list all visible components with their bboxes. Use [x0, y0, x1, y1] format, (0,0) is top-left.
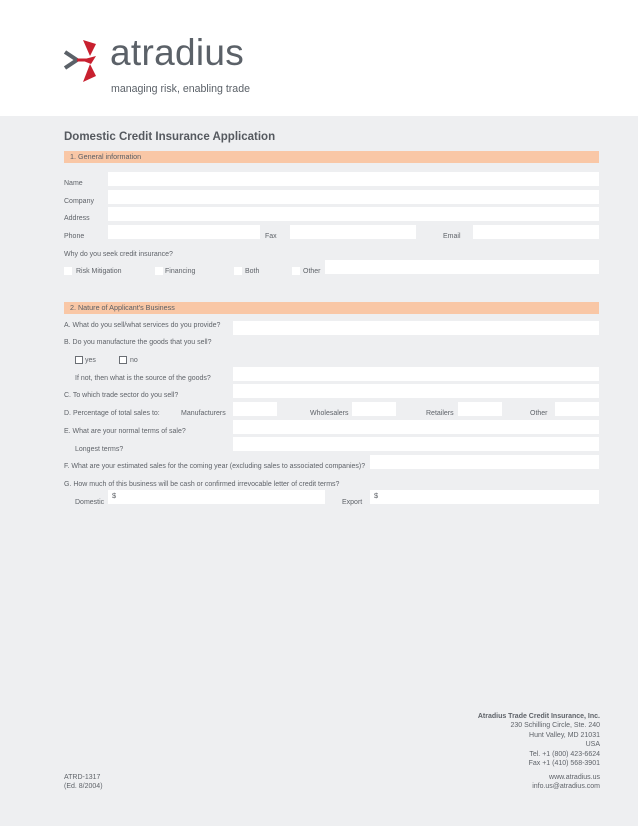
no-label: no — [130, 357, 138, 364]
contact-block — [532, 773, 600, 792]
source-input[interactable] — [233, 367, 599, 381]
question-a-label: A. What do you sell/what services do you provide? — [64, 322, 221, 329]
name-label: Name — [64, 180, 83, 187]
company-address-block — [478, 712, 600, 768]
financing-label: Financing — [165, 268, 196, 275]
company-label: Company — [64, 198, 94, 205]
question-e-label: E. What are your normal terms of sale? — [64, 428, 186, 435]
why-label: Why do you seek credit insurance? — [64, 251, 173, 258]
name-input[interactable] — [108, 172, 599, 186]
email-label: Email — [443, 233, 461, 240]
risk-mitigation-checkbox[interactable] — [64, 267, 72, 275]
telephone: Tel. +1 (800) 423-6624 — [529, 750, 600, 758]
export-currency: $ — [374, 491, 379, 500]
atradius-logo-icon — [63, 38, 109, 84]
question-e-input[interactable] — [233, 420, 599, 434]
domestic-input[interactable] — [108, 490, 325, 504]
question-a-input[interactable] — [233, 321, 599, 335]
form-edition: (Ed. 8/2004) — [64, 783, 103, 791]
no-checkbox[interactable] — [119, 356, 127, 364]
retailers-input[interactable] — [458, 402, 502, 416]
retailers-label: Retailers — [426, 410, 454, 417]
question-f-input[interactable] — [370, 455, 599, 469]
other-reason-input[interactable] — [325, 260, 599, 274]
other-sector-label: Other — [530, 410, 548, 417]
company-name: Atradius Trade Credit Insurance, Inc. — [477, 713, 600, 720]
longest-terms-input[interactable] — [233, 437, 599, 451]
question-g-label: G. How much of this business will be cash or confirmed irrevocable letter of credit terms? — [64, 481, 340, 488]
section-nature-of-business — [64, 302, 599, 314]
fax-label: Fax — [265, 233, 277, 240]
question-b-label: B. Do you manufacture the goods that you sell? — [64, 339, 212, 346]
address-input[interactable] — [108, 207, 599, 221]
manufacturers-label: Manufacturers — [181, 410, 226, 417]
phone-label: Phone — [64, 233, 85, 240]
risk-mitigation-label: Risk Mitigation — [76, 268, 122, 275]
question-c-label: C. To which trade sector do you sell? — [64, 392, 179, 399]
brand-name: atradius — [110, 32, 245, 73]
both-label: Both — [245, 268, 260, 275]
address-country: USA — [585, 741, 600, 749]
address-line-1: 230 Schilling Circle, Ste. 240 — [510, 722, 600, 730]
source-label: If not, then what is the source of the goods? — [75, 375, 211, 382]
fax-input[interactable] — [290, 225, 416, 239]
wholesalers-input[interactable] — [352, 402, 396, 416]
wholesalers-label: Wholesalers — [310, 410, 349, 417]
company-input[interactable] — [108, 190, 599, 204]
page-header — [0, 0, 638, 116]
form-code-block — [64, 773, 103, 792]
phone-input[interactable] — [108, 225, 260, 239]
section-general-information — [64, 151, 599, 163]
financing-checkbox[interactable] — [155, 267, 163, 275]
domestic-currency: $ — [112, 491, 117, 500]
address-line-2: Hunt Valley, MD 21031 — [529, 731, 600, 739]
both-checkbox[interactable] — [234, 267, 242, 275]
domestic-label: Domestic — [75, 499, 105, 506]
question-d-label: D. Percentage of total sales to: — [64, 410, 160, 417]
form-code: ATRD-1317 — [64, 774, 101, 781]
address-label: Address — [64, 215, 90, 222]
export-label: Export — [342, 499, 363, 506]
form-title: Domestic Credit Insurance Application — [64, 131, 276, 143]
question-c-input[interactable] — [233, 384, 599, 398]
yes-checkbox[interactable] — [75, 356, 83, 364]
website-link[interactable]: www.atradius.us — [549, 774, 600, 781]
other-label: Other — [303, 268, 321, 275]
other-sector-input[interactable] — [555, 402, 599, 416]
longest-terms-label: Longest terms? — [75, 446, 124, 453]
brand-tagline: managing risk, enabling trade — [111, 83, 250, 95]
section-title: 2. Nature of Applicant's Business — [70, 303, 175, 312]
other-checkbox[interactable] — [292, 267, 300, 275]
email-input[interactable] — [473, 225, 599, 239]
fax-number: Fax +1 (410) 568-3901 — [528, 760, 600, 768]
export-input[interactable] — [370, 490, 599, 504]
yes-label: yes — [85, 357, 96, 364]
question-f-label: F. What are your estimated sales for the coming year (excluding sales to associated companies)? — [64, 463, 366, 470]
manufacturers-input[interactable] — [233, 402, 277, 416]
email-link[interactable]: info.us@atradius.com — [532, 783, 600, 791]
section-title: 1. General information — [70, 152, 142, 161]
